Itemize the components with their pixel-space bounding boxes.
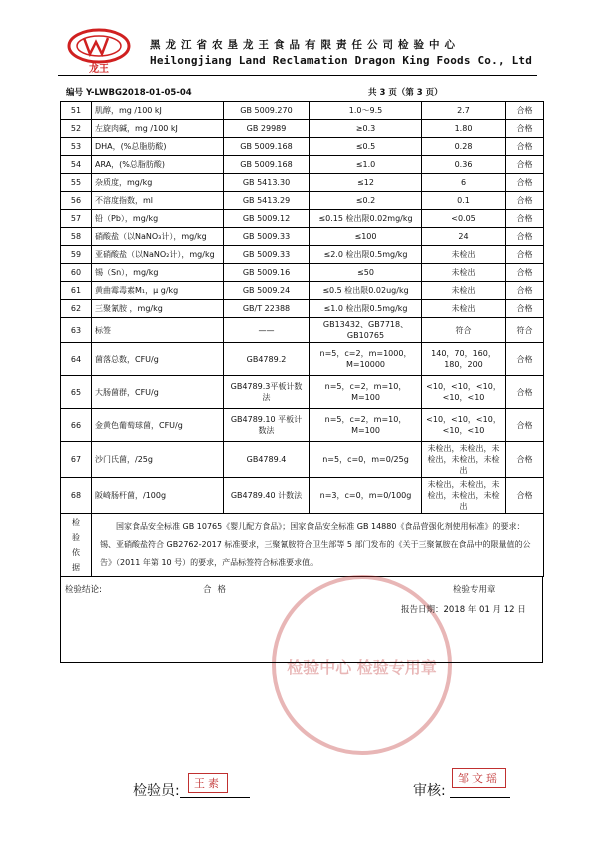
- cell-result: 未检出: [422, 246, 506, 264]
- basis-row: [61, 514, 544, 577]
- basis-label-char: 据: [72, 563, 80, 572]
- cell-no: 66: [61, 409, 92, 442]
- cell-method: ——: [224, 318, 310, 343]
- cell-result: 未检出: [422, 300, 506, 318]
- cell-std: GB13432、GB7718、GB10765: [310, 318, 422, 343]
- cell-judge: 合格: [506, 174, 544, 192]
- cell-item: 硝酸盐（以NaNO₃计），mg/kg: [92, 228, 224, 246]
- cell-std: ≤50: [310, 264, 422, 282]
- table-row: [61, 102, 544, 120]
- cell-std: 1.0～9.5: [310, 102, 422, 120]
- cell-method: GB 5009.168: [224, 138, 310, 156]
- cell-result: 0.36: [422, 156, 506, 174]
- cell-judge: 合格: [506, 246, 544, 264]
- cell-no: 61: [61, 282, 92, 300]
- cell-judge: 合格: [506, 409, 544, 442]
- cell-no: 58: [61, 228, 92, 246]
- cell-no: 54: [61, 156, 92, 174]
- cell-std: n=5，c=2，m=10，M=100: [310, 409, 422, 442]
- cell-method: GB/T 22388: [224, 300, 310, 318]
- table-row: [61, 300, 544, 318]
- cell-std: ≤0.5 检出限0.02ug/kg: [310, 282, 422, 300]
- cell-method: GB4789.2: [224, 343, 310, 376]
- cell-no: 56: [61, 192, 92, 210]
- page-indicator: 共 3 页（第 3 页）: [368, 88, 443, 98]
- cell-no: 68: [61, 478, 92, 514]
- table-row: [61, 376, 544, 409]
- basis-text: 国家食品安全标准 GB 10765《婴儿配方食品》；国家食品安全标准 GB 14880《食品营强化剂使用标准》的要求：锡、亚硝酸盐符合 GB2762-2017 标准要求，三聚氰胺符合卫生部等 5 部门发布的《关于三聚氰胺在食品中的限量值的公告》（2011 年第 10 号）的要求，产品标签符合标准要求值。: [92, 514, 544, 577]
- cell-result: 6: [422, 174, 506, 192]
- cell-judge: 合格: [506, 300, 544, 318]
- cell-judge: 合格: [506, 228, 544, 246]
- table-row: [61, 246, 544, 264]
- cell-std: ≤0.5: [310, 138, 422, 156]
- cell-std: ≤12: [310, 174, 422, 192]
- seal-text: 检验中心 检验专用章: [287, 658, 437, 677]
- cell-std: ≤100: [310, 228, 422, 246]
- cell-result: 24: [422, 228, 506, 246]
- cell-no: 53: [61, 138, 92, 156]
- table-row: [61, 138, 544, 156]
- reviewer-signature-line: [450, 797, 510, 798]
- cell-method: GB4789.3平板计数法: [224, 376, 310, 409]
- cell-judge: 符合: [506, 318, 544, 343]
- table-row: [61, 264, 544, 282]
- cell-result: 0.1: [422, 192, 506, 210]
- cell-judge: 合格: [506, 138, 544, 156]
- table-row: [61, 318, 544, 343]
- cell-judge: 合格: [506, 102, 544, 120]
- cell-std: ≤0.15 检出限0.02mg/kg: [310, 210, 422, 228]
- cell-method: GB 5009.33: [224, 228, 310, 246]
- report-number: 编号 Y-LWBG2018-01-05-04: [66, 88, 192, 98]
- cell-judge: 合格: [506, 282, 544, 300]
- cell-item: DHA，(%总脂肪酸): [92, 138, 224, 156]
- cell-no: 52: [61, 120, 92, 138]
- cell-no: 57: [61, 210, 92, 228]
- inspector-stamp: 王素: [188, 773, 228, 793]
- org-name-en: Heilongjiang Land Reclamation Dragon King Foods Co., Ltd: [150, 54, 533, 67]
- cell-result: <10，<10，<10，<10，<10: [422, 409, 506, 442]
- cell-method: GB 5009.24: [224, 282, 310, 300]
- cell-item: 黄曲霉毒素M₁，μ g/kg: [92, 282, 224, 300]
- cell-method: GB 5009.270: [224, 102, 310, 120]
- logo-text: 龙王: [89, 64, 109, 75]
- table-row: [61, 282, 544, 300]
- cell-no: 65: [61, 376, 92, 409]
- cell-item: 菌落总数，CFU/g: [92, 343, 224, 376]
- cell-method: GB 5009.12: [224, 210, 310, 228]
- table-row: [61, 210, 544, 228]
- cell-item: 沙门氏菌，/25g: [92, 442, 224, 478]
- cell-std: ≤1.0 检出限0.5mg/kg: [310, 300, 422, 318]
- table-row: [61, 120, 544, 138]
- cell-result: 2.7: [422, 102, 506, 120]
- cell-judge: 合格: [506, 343, 544, 376]
- cell-method: GB 5413.29: [224, 192, 310, 210]
- table-row: [61, 228, 544, 246]
- cell-judge: 合格: [506, 210, 544, 228]
- cell-no: 63: [61, 318, 92, 343]
- cell-std: n=3，c=0，m=0/100g: [310, 478, 422, 514]
- cell-judge: 合格: [506, 478, 544, 514]
- cell-method: GB4789.40 计数法: [224, 478, 310, 514]
- cell-no: 64: [61, 343, 92, 376]
- cell-item: 大肠菌群，CFU/g: [92, 376, 224, 409]
- inspector-label: 检验员:: [133, 783, 180, 799]
- conclusion-value: 合格: [203, 585, 233, 595]
- reviewer-stamp: 邹文瑶: [452, 768, 506, 788]
- table-row: [61, 442, 544, 478]
- cell-result: 140，70，160，180，200: [422, 343, 506, 376]
- cell-judge: 合格: [506, 376, 544, 409]
- cell-judge: 合格: [506, 442, 544, 478]
- conclusion-label: 检验结论:: [65, 585, 102, 595]
- cell-item: 左旋肉碱，mg /100 kJ: [92, 120, 224, 138]
- table-row: [61, 343, 544, 376]
- conclusion-block: [60, 577, 543, 663]
- cell-result: 1.80: [422, 120, 506, 138]
- table-row: [61, 478, 544, 514]
- cell-std: ≤2.0 检出限0.5mg/kg: [310, 246, 422, 264]
- cell-std: n=5，c=2，m=10，M=100: [310, 376, 422, 409]
- cell-judge: 合格: [506, 192, 544, 210]
- cell-item: 肌醇，mg /100 kJ: [92, 102, 224, 120]
- basis-label-char: 验: [72, 533, 80, 542]
- cell-item: 阪崎肠杆菌，/100g: [92, 478, 224, 514]
- table-row: [61, 192, 544, 210]
- cell-item: 标签: [92, 318, 224, 343]
- cell-method: GB4789.10 平板计数法: [224, 409, 310, 442]
- cell-std: n=5，c=2，m=1000，M=10000: [310, 343, 422, 376]
- cell-item: ARA，(%总脂肪酸): [92, 156, 224, 174]
- cell-item: 铅（Pb），mg/kg: [92, 210, 224, 228]
- cell-item: 亚硝酸盐（以NaNO₂计），mg/kg: [92, 246, 224, 264]
- basis-label: [61, 514, 92, 577]
- report-date: 报告日期：2018 年 01 月 12 日: [401, 605, 526, 615]
- cell-judge: 合格: [506, 120, 544, 138]
- cell-no: 62: [61, 300, 92, 318]
- inspector-signature-line: [180, 797, 250, 798]
- results-table: [60, 101, 544, 577]
- cell-result: 未检出，未检出，未检出，未检出，未检出: [422, 442, 506, 478]
- cell-result: 符合: [422, 318, 506, 343]
- cell-method: GB 5009.16: [224, 264, 310, 282]
- table-row: [61, 174, 544, 192]
- cell-item: 三聚氰胺 ，mg/kg: [92, 300, 224, 318]
- cell-std: ≤1.0: [310, 156, 422, 174]
- cell-result: 0.28: [422, 138, 506, 156]
- reviewer-label: 审核:: [413, 783, 446, 799]
- cell-no: 60: [61, 264, 92, 282]
- cell-method: GB4789.4: [224, 442, 310, 478]
- stamp-label: 检验专用章: [453, 585, 496, 595]
- basis-label-char: 检: [72, 518, 80, 527]
- cell-std: ≤0.2: [310, 192, 422, 210]
- cell-result: 未检出: [422, 264, 506, 282]
- cell-item: 金黄色葡萄球菌，CFU/g: [92, 409, 224, 442]
- cell-item: 锡（Sn），mg/kg: [92, 264, 224, 282]
- org-name-cn: 黑龙江省农垦龙王食品有限责任公司检验中心: [150, 39, 460, 51]
- basis-label-char: 依: [72, 548, 80, 557]
- cell-judge: 合格: [506, 264, 544, 282]
- header-divider: [58, 75, 537, 76]
- cell-result: 未检出，未检出，未检出，未检出，未检出: [422, 478, 506, 514]
- cell-std: ≥0.3: [310, 120, 422, 138]
- cell-result: <10，<10，<10，<10，<10: [422, 376, 506, 409]
- results-table-body: [61, 102, 544, 577]
- cell-no: 67: [61, 442, 92, 478]
- cell-no: 59: [61, 246, 92, 264]
- cell-judge: 合格: [506, 156, 544, 174]
- cell-item: 杂质度，mg/kg: [92, 174, 224, 192]
- cell-no: 55: [61, 174, 92, 192]
- cell-method: GB 29989: [224, 120, 310, 138]
- cell-method: GB 5009.168: [224, 156, 310, 174]
- cell-no: 51: [61, 102, 92, 120]
- table-row: [61, 409, 544, 442]
- company-logo: [66, 26, 132, 76]
- cell-item: 不溶度指数，ml: [92, 192, 224, 210]
- cell-method: GB 5009.33: [224, 246, 310, 264]
- cell-result: <0.05: [422, 210, 506, 228]
- cell-std: n=5，c=0，m=0/25g: [310, 442, 422, 478]
- table-row: [61, 156, 544, 174]
- cell-result: 未检出: [422, 282, 506, 300]
- cell-method: GB 5413.30: [224, 174, 310, 192]
